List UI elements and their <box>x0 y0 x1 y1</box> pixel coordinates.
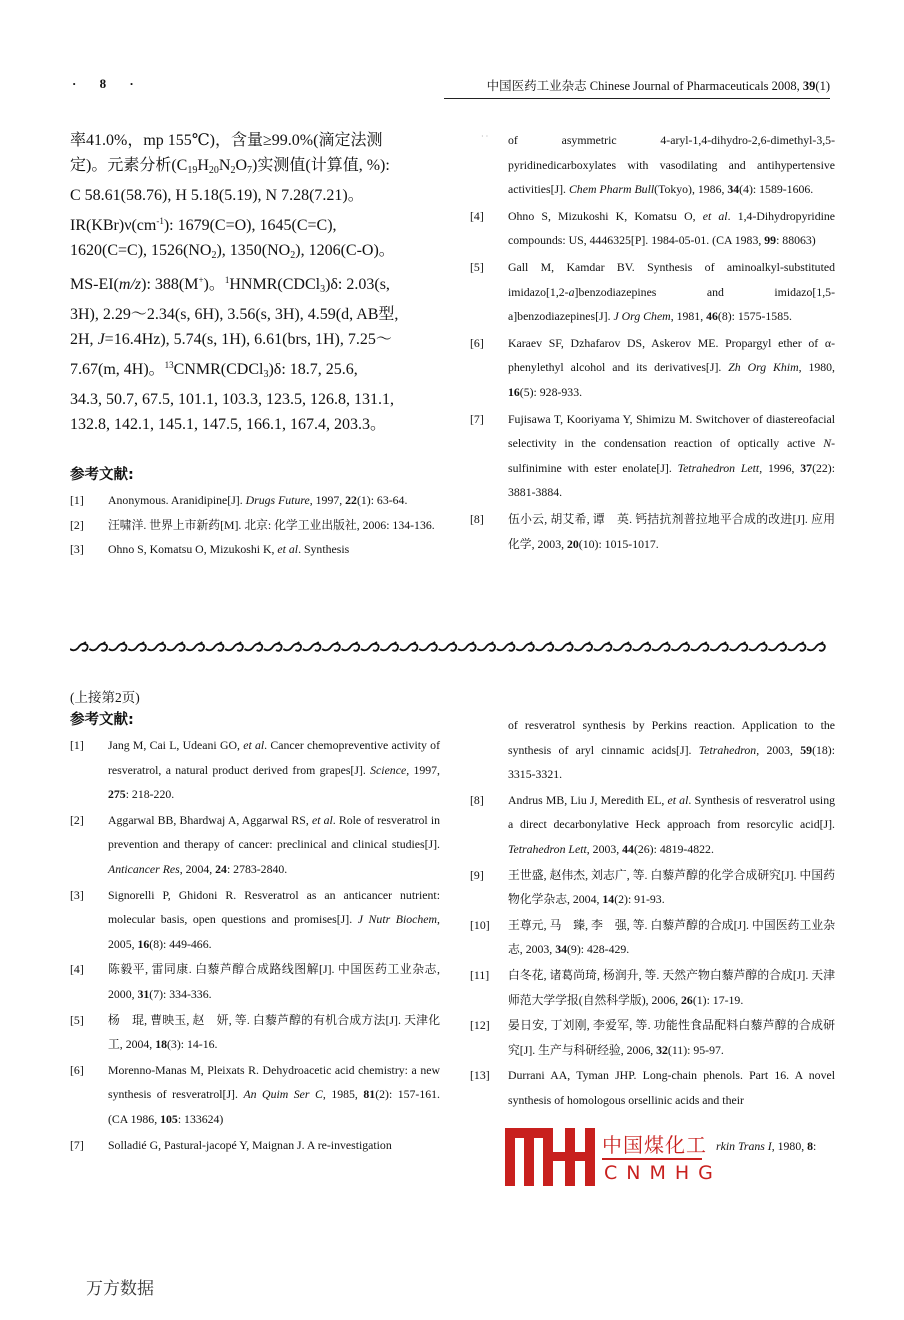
logo-chinese-name: 中国煤化工 <box>602 1133 707 1157</box>
reference-item: [3] Ohno S, Komatsu O, Mizukoshi K, et al. Synthesis <box>70 542 350 557</box>
divider-ornament <box>186 642 204 651</box>
reference-continuation: of asymmetric 4-aryl-1,4-dihydro-2,6-dimethyl-3,5-pyridinedicarboxylates with vasodilating and antihypertensive activities[J]. Chem Pharm Bull(Tokyo), 1986, 34(4): 1589-1606. <box>508 133 835 197</box>
divider-ornament <box>419 642 437 651</box>
divider-ornament <box>206 642 224 651</box>
right-column-bottom <box>470 713 835 1113</box>
body-line: 2H, J=16.4Hz), 5.74(s, 1H), 6.61(brs, 1H), 7.25～ <box>70 331 392 349</box>
page-number: · 8 · <box>72 76 144 91</box>
divider-ornament <box>400 642 418 651</box>
reference-item: [8] Andrus MB, Liu J, Meredith EL, et al. Synthesis of resveratrol using a direct decarbonylative Heck approach from resorcylic acid[J]. Tetrahedron Lett, 2003, 44(26): 4819-4822. <box>470 792 836 856</box>
divider-ornament <box>594 642 612 651</box>
body-line: 34.3, 50.7, 67.5, 101.1, 103.3, 123.5, 126.8, 131.1, <box>70 390 394 408</box>
divider-ornament <box>555 642 573 651</box>
body-line: MS-EI(m/z): 388(M+)。$^1$HNMR(CDCl$_3$)δ: 2.03(s, <box>70 275 390 296</box>
reference-item: [12] 晏日安, 丁刘刚, 李爱军, 等. 功能性食品配料白藜芦醇的合成研究[J]. 生产与科研经验, 2006, 32(11): 95-97. <box>470 1018 835 1057</box>
divider-ornament <box>148 642 166 651</box>
reference-item: [2] 汪啸洋. 世界上市新药[M]. 北京: 化学工业出版社, 2006: 134-136. <box>70 517 435 532</box>
divider-ornament <box>167 642 185 651</box>
divider-ornament <box>70 642 88 651</box>
logo-rule <box>602 1158 702 1160</box>
left-column-bottom <box>70 686 440 1157</box>
divider-ornament <box>342 642 360 651</box>
reference-item: [13] Durrani AA, Tyman JHP. Long-chain phenols. Part 16. A novel synthesis of homologous orsellinic acids and their <box>470 1068 835 1107</box>
reference-item: [3] Signorelli P, Ghidoni R. Resveratrol as an anticancer nutrient: molecular basis, open questions and promises[J]. J Nutr Biochem, 2005, 16(8): 449-466. <box>70 887 440 951</box>
reference-item: [9] 王世盛, 赵伟杰, 刘志广, 等. 白藜芦醇的化学合成研究[J]. 中国药物化学杂志, 2004, 14(2): 91-93. <box>470 867 835 907</box>
reference-item: [1] Anonymous. Aranidipine[J]. Drugs Future, 1997, 22(1): 63-64. <box>70 493 408 508</box>
cnmhg-logo-mark <box>505 1128 597 1186</box>
divider-ornament <box>128 642 146 651</box>
body-line: 3H), 2.29～2.34(s, 6H), 3.56(s, 3H), 4.59(d, AB型, <box>70 306 399 324</box>
divider-ornament <box>749 642 767 651</box>
reference-item: [8] 伍小云, 胡艾希, 谭 英. 钙拮抗剂普拉地平合成的改进[J]. 应用化学, 2003, 20(10): 1015-1017. <box>470 511 835 551</box>
reference-item: [11] 白冬花, 诸葛尚琦, 杨润升, 等. 天然产物白藜芦醇的合成[J]. 天津师范大学学报(自然科学版), 2006, 26(1): 17-19. <box>470 967 835 1007</box>
wanfang-watermark: 万方数据 <box>86 1279 154 1299</box>
divider-ornament <box>633 642 651 651</box>
divider-ornament <box>477 642 495 651</box>
divider-ornament <box>458 642 476 651</box>
reference-item: [1] Jang M, Cai L, Udeani GO, et al. Cancer chemopreventive activity of resveratrol, a natural product derived from grapes[J]. Science, 1997, 275: 218-220. <box>70 738 440 802</box>
body-line: 定)。元素分析$(C_{19}H_{20}N_2O_7)$实测值(计算值, %): <box>70 157 390 177</box>
body-line: 1620(C=C), $1526(NO_2)$, $1350(NO_2)$, 1206(C-O)。 <box>70 241 395 261</box>
divider-ornament <box>730 642 748 651</box>
right-column-top <box>470 128 835 556</box>
references-heading: 参考文献: <box>70 467 134 484</box>
divider-ornament <box>613 642 631 651</box>
divider-ornament <box>439 642 457 651</box>
article-body <box>70 128 440 437</box>
reference-item: [4] Ohno S, Mizukoshi K, Komatsu O, et al. 1,4-Dihydropyridine compounds: US, 4446325[P]. 1984-05-01. (CA 1983, 99: 88063) <box>470 208 835 248</box>
reference-item: [7] Fujisawa T, Kooriyama Y, Shimizu M. Switchover of diastereofacial selectivity in the condensation reaction of optically active N-sulfinimine with ester enolate[J]. Tetrahedron Lett, 1996, 37(22): 3881-3884. <box>470 411 836 500</box>
divider-ornament <box>516 642 534 651</box>
divider-ornament <box>671 642 689 651</box>
reference-continuation: of resveratrol synthesis by Perkins reaction. Application to the synthesis of aryl cinnamic acids[J]. Tetrahedron, 2003, 59(18): 3315-3321. <box>508 718 836 782</box>
divider-ornament <box>245 642 263 651</box>
reference-item: [5] 杨 琨, 曹映玉, 赵 妍, 等. 白藜芦醇的有机合成方法[J]. 天津化工, 2004, 18(3): 14-16. <box>70 1012 440 1052</box>
divider-ornament <box>536 642 554 651</box>
divider-ornament <box>109 642 127 651</box>
divider-ornament <box>264 642 282 651</box>
divider-ornament <box>807 642 825 651</box>
stray-mark: · · <box>481 132 489 141</box>
reference-overflow-text: rkin Trans I, 1980, 8: <box>716 1139 817 1153</box>
cnmhg-logo <box>505 1128 722 1188</box>
body-line: 132.8, 142.1, 145.1, 147.5, 166.1, 167.4, 203.3。 <box>70 416 387 434</box>
reference-item: [5] Gall M, Kamdar BV. Synthesis of aminoalkyl-substituted imidazo[1,2-a]benzodiazepines and imidazo[1,5-a]benzodiazepines[J]. J Org Chem, 1981, 46(8): 1575-1585. <box>470 259 835 324</box>
reference-item: [10] 王尊元, 马 臻, 李 强, 等. 白藜芦醇的合成[J]. 中国医药工业杂志, 2003, 34(9): 428-429. <box>470 917 835 957</box>
divider-ornament <box>788 642 806 651</box>
divider-ornament <box>710 642 728 651</box>
reference-item: [7] Solladié G, Pastural-jacopé Y, Maignan J. A re-investigation <box>70 1137 392 1152</box>
divider-ornament <box>768 642 786 651</box>
journal-title: 中国医药工业杂志 Chinese Journal of Pharmaceuticals 2008, <box>486 79 803 93</box>
divider-ornament <box>574 642 592 651</box>
body-line: 7.67(m, 4H)。$^{13}$CNMR(CDCl$_3$)δ: 18.7, 25.6, <box>70 359 358 380</box>
body-line: 率41.0%，mp 155℃)，含量≥99.0%(滴定法测 <box>70 132 383 149</box>
body-line: C 58.61(58.76), H 5.18(5.19), N 7.28(7.21)。 <box>70 187 364 205</box>
divider-ornament <box>691 642 709 651</box>
divider-ornament <box>380 642 398 651</box>
reference-item: [4] 陈毅平, 雷同康. 白藜芦醇合成路线图解[J]. 中国医药工业杂志, 2000, 31(7): 334-336. <box>70 962 440 1001</box>
logo-english-name: CNMHG <box>604 1162 722 1184</box>
left-column-top <box>70 128 440 562</box>
running-header <box>444 76 830 99</box>
reference-item: [6] Morenno-Manas M, Pleixats R. Dehydroacetic acid chemistry: a new synthesis of resveratrol[J]. An Quim Ser C, 1985, 81(2): 157-161. (CA 1986, 105: 133624) <box>70 1062 440 1126</box>
volume: 39 <box>802 79 816 93</box>
divider-ornament <box>303 642 321 651</box>
divider-ornament <box>361 642 379 651</box>
reference-item: [2] Aggarwal BB, Bhardwaj A, Aggarwal RS, et al. Role of resveratrol in prevention and therapy of cancer: preclinical and clinical studies[J]. Anticancer Res, 2004, 24: 2783-2840. <box>70 812 440 876</box>
reference-item: [6] Karaev SF, Dzhafarov DS, Askerov ME. Propargyl ether of α-phenylethyl alcohol and its derivatives[J]. Zh Org Khim, 1980, 16(5): 928-933. <box>470 335 835 399</box>
ornamental-divider <box>70 638 826 656</box>
divider-ornament <box>497 642 515 651</box>
divider-ornament <box>283 642 301 651</box>
divider-ornament <box>89 642 107 651</box>
divider-ornament <box>225 642 243 651</box>
divider-ornament <box>322 642 340 651</box>
continuation-note: (上接第2页) <box>70 690 140 705</box>
body-line: $IR(KBr)\nu(cm^{-1})$: 1679(C=O), 1645(C=C), <box>70 215 337 234</box>
issue: (1) <box>815 79 830 93</box>
reference-list <box>70 488 440 562</box>
divider-ornament <box>652 642 670 651</box>
references-heading: 参考文献: <box>70 712 134 728</box>
